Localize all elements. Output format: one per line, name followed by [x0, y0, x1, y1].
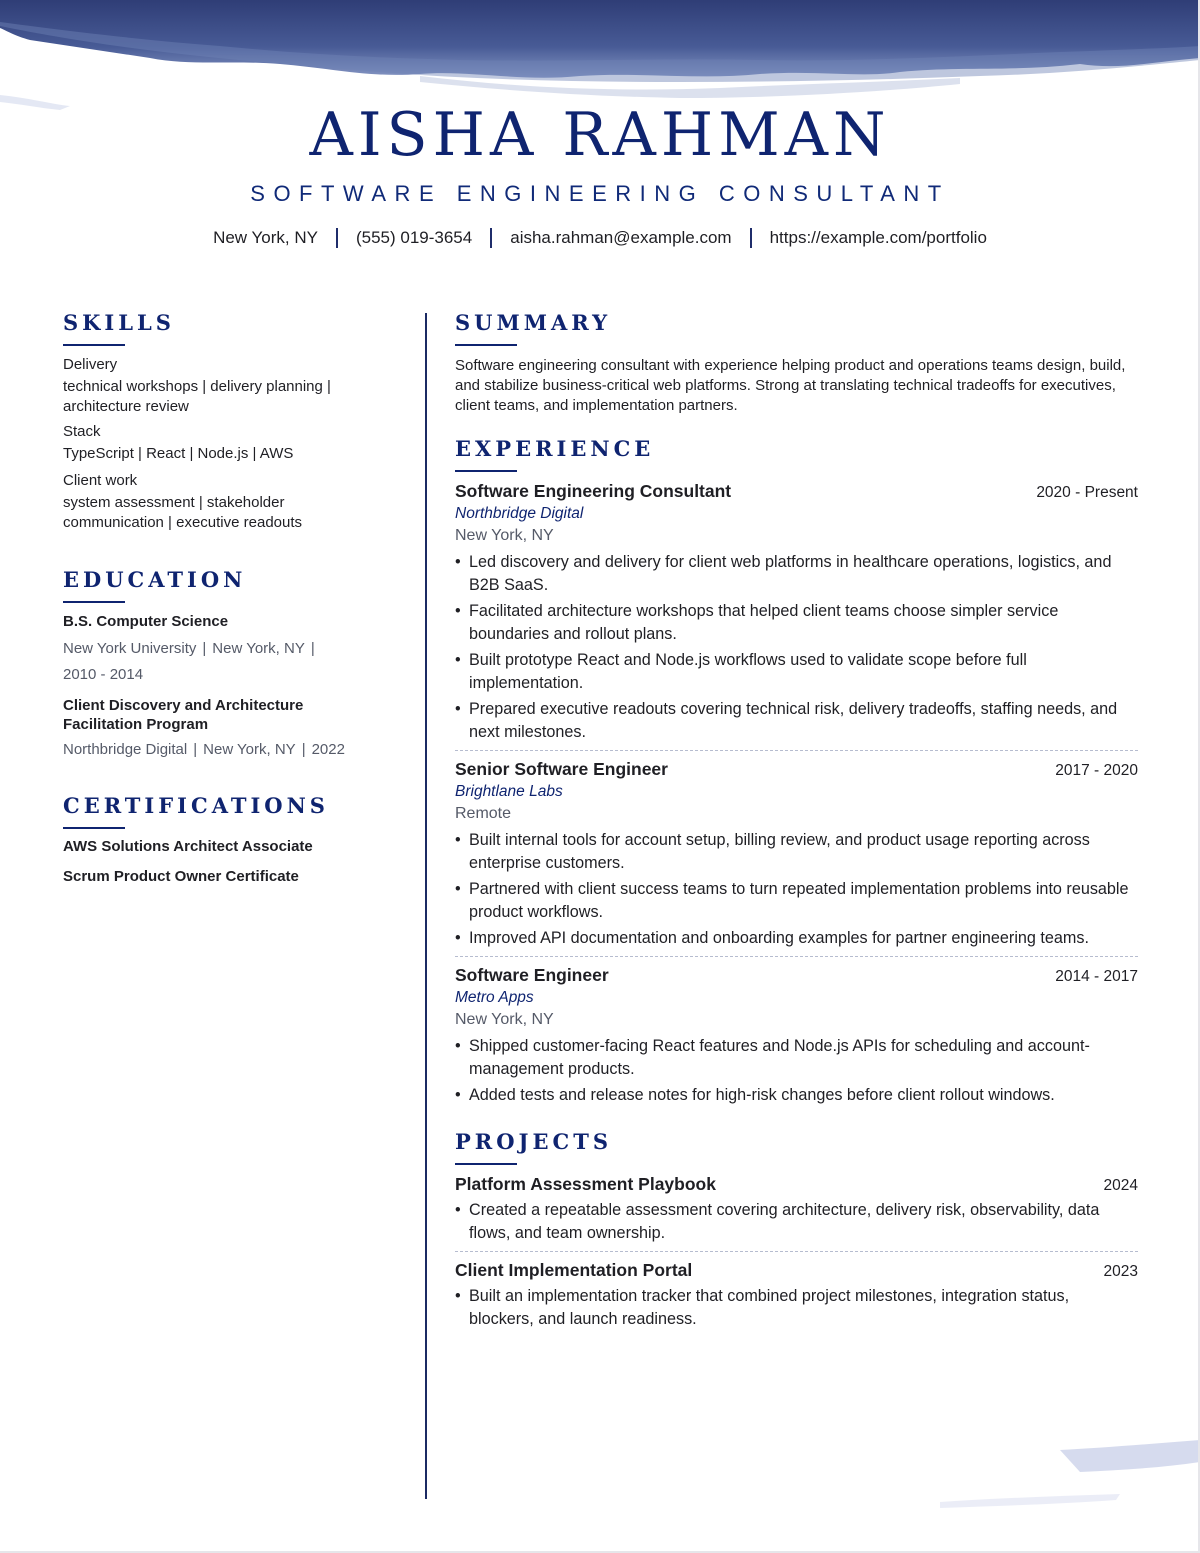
bullet-item: • Facilitated architecture workshops that helped client teams choose simpler service boundaries and rollout plans. [455, 602, 1059, 643]
section-heading-projects: PROJECTS [455, 1129, 612, 1154]
education-institution: New York University [63, 640, 197, 657]
bullet-text: Built internal tools for account setup, billing review, and product usage reporting across enterprise customers. [469, 831, 1090, 872]
contact-phone[interactable]: (555) 019-3654 [355, 228, 473, 247]
education-item [63, 612, 383, 688]
skill-group [63, 355, 383, 417]
skill-value: system assessment | stakeholder communication | executive readouts [63, 494, 303, 531]
education-section [63, 567, 383, 763]
job-entry [455, 965, 1138, 1107]
project-header [455, 1260, 1138, 1281]
education-years: 2010 - 2014 [63, 666, 144, 683]
job-bullets [455, 829, 1138, 950]
project-title: Client Implementation Portal [455, 1260, 693, 1280]
job-dates: 2014 - 2017 [1055, 968, 1138, 985]
bullet-item: • Built internal tools for account setup, billing review, and product usage reporting across enterprise customers. [455, 831, 1090, 872]
bullet-text: Led discovery and delivery for client web platforms in healthcare operations, logistics, and B2B SaaS. [469, 553, 1112, 594]
job-header [455, 965, 1138, 986]
bullet-item: • Improved API documentation and onboarding examples for partner engineering teams. [455, 929, 1090, 947]
bullet-item: • Added tests and release notes for high-risk changes before client rollout windows. [455, 1086, 1055, 1104]
candidate-title: SOFTWARE ENGINEERING CONSULTANT [250, 181, 950, 206]
contact-separator [750, 228, 752, 248]
certifications-section [63, 793, 383, 892]
job-company: Northbridge Digital [455, 505, 584, 522]
education-location: New York, NY [212, 640, 305, 657]
contact-location: New York, NY [213, 228, 318, 247]
job-location: New York, NY [455, 527, 554, 544]
left-column [63, 310, 383, 892]
bullet-item: • Shipped customer-facing React features and Node.js APIs for scheduling and account-management products. [455, 1037, 1090, 1078]
contact-email[interactable]: aisha.rahman@example.com [510, 228, 732, 247]
job-bullets [455, 1035, 1138, 1107]
job-header [455, 481, 1138, 502]
job-location: Remote [455, 805, 512, 822]
education-meta: New York University | New York, NY | 2010 - 2014 [63, 640, 315, 683]
project-entry [455, 1174, 1138, 1245]
contact-bar [0, 228, 1200, 248]
job-entry [455, 759, 1138, 950]
job-dates: 2017 - 2020 [1055, 762, 1138, 779]
section-underline [455, 470, 517, 472]
brush-stroke-header [0, 0, 1200, 110]
skill-value: TypeScript | React | Node.js | AWS [63, 445, 294, 462]
certification-item: AWS Solutions Architect Associate [63, 838, 313, 855]
job-entry [455, 481, 1138, 744]
project-year: 2023 [1103, 1263, 1138, 1280]
bullet-item: • Prepared executive readouts covering technical risk, delivery tradeoffs, staffing needs, and next milestones. [455, 700, 1118, 741]
right-column [455, 310, 1138, 1334]
certification-item: Scrum Product Owner Certificate [63, 868, 299, 885]
project-title: Platform Assessment Playbook [455, 1174, 716, 1194]
project-entry [455, 1260, 1138, 1331]
entry-separator [455, 750, 1138, 751]
bullet-item: • Built prototype React and Node.js workflows used to validate scope before full implementation. [455, 651, 1027, 692]
contact-website[interactable]: https://example.com/portfolio [769, 228, 987, 247]
education-meta: Northbridge Digital | New York, NY | 2022 [63, 741, 345, 758]
education-item [63, 696, 383, 763]
project-header [455, 1174, 1138, 1195]
entry-separator [455, 956, 1138, 957]
skills-section [63, 310, 383, 533]
project-year: 2024 [1103, 1177, 1138, 1194]
education-degree: Client Discovery and Architecture Facilitation Program [63, 697, 304, 733]
bullet-item: • Created a repeatable assessment covering architecture, delivery risk, observability, data flows, and team ownership. [455, 1201, 1100, 1242]
bullet-item: • Built an implementation tracker that combined project milestones, integration status, blockers, and launch readiness. [455, 1287, 1070, 1328]
candidate-name: AISHA RAHMAN [309, 100, 891, 170]
education-institution: Northbridge Digital [63, 741, 188, 758]
summary-section [455, 310, 1138, 416]
section-heading-education: EDUCATION [63, 567, 247, 592]
skill-group [63, 422, 383, 464]
project-bullets [455, 1199, 1138, 1245]
bullet-text: Added tests and release notes for high-risk changes before client rollout windows. [469, 1086, 1055, 1104]
bullet-text: Improved API documentation and onboarding examples for partner engineering teams. [469, 929, 1090, 947]
skill-label: Stack [63, 423, 101, 440]
section-underline [455, 344, 517, 346]
education-location: New York, NY [203, 741, 296, 758]
section-heading-summary: SUMMARY [455, 310, 612, 335]
education-years: 2022 [311, 741, 345, 758]
job-company: Brightlane Labs [455, 783, 563, 800]
section-underline [455, 1163, 517, 1165]
experience-section [455, 436, 1138, 1107]
section-underline [63, 601, 125, 603]
section-underline [63, 344, 125, 346]
job-bullets [455, 551, 1138, 744]
skill-value: technical workshops | delivery planning | architecture review [63, 378, 331, 415]
section-heading-certifications: CERTIFICATIONS [63, 793, 329, 818]
bullet-item: • Partnered with client success teams to turn repeated implementation problems into reusable product workflows. [455, 880, 1129, 921]
column-divider [425, 313, 427, 1499]
skill-label: Client work [63, 472, 138, 489]
project-bullets [455, 1285, 1138, 1331]
job-header [455, 759, 1138, 780]
bullet-text: Facilitated architecture workshops that helped client teams choose simpler service boundaries and rollout plans. [469, 602, 1059, 643]
bullet-text: Created a repeatable assessment covering architecture, delivery risk, observability, data flows, and team ownership. [469, 1201, 1100, 1242]
section-heading-skills: SKILLS [63, 310, 175, 335]
section-heading-experience: EXPERIENCE [455, 436, 655, 461]
education-degree: B.S. Computer Science [63, 613, 229, 630]
section-underline [63, 827, 125, 829]
job-company: Metro Apps [455, 989, 534, 1006]
job-title: Senior Software Engineer [455, 759, 668, 779]
contact-separator [490, 228, 492, 248]
bullet-text: Built prototype React and Node.js workflows used to validate scope before full implementation. [469, 651, 1027, 692]
projects-section [455, 1129, 1138, 1331]
skill-label: Delivery [63, 356, 118, 373]
bullet-text: Built an implementation tracker that combined project milestones, integration status, blockers, and launch readiness. [469, 1287, 1070, 1328]
contact-separator [336, 228, 338, 248]
skill-group [63, 471, 383, 533]
job-title: Software Engineering Consultant [455, 481, 732, 501]
entry-separator [455, 1251, 1138, 1252]
bullet-item: • Led discovery and delivery for client web platforms in healthcare operations, logistics, and B2B SaaS. [455, 553, 1112, 594]
job-location: New York, NY [455, 1011, 554, 1028]
summary-text: Software engineering consultant with experience helping product and operations teams design, build, and stabilize business-critical web platforms. Strong at translating technical tradeoffs for executives, client teams, and implementation partners. [455, 357, 1126, 414]
bullet-text: Prepared executive readouts covering technical risk, delivery tradeoffs, staffing needs, and next milestones. [469, 700, 1118, 741]
brush-stroke-footer [940, 1440, 1200, 1550]
bullet-text: Shipped customer-facing React features and Node.js APIs for scheduling and account-management products. [469, 1037, 1090, 1078]
job-dates: 2020 - Present [1036, 484, 1138, 501]
bullet-text: Partnered with client success teams to turn repeated implementation problems into reusable product workflows. [469, 880, 1129, 921]
job-title: Software Engineer [455, 965, 609, 985]
